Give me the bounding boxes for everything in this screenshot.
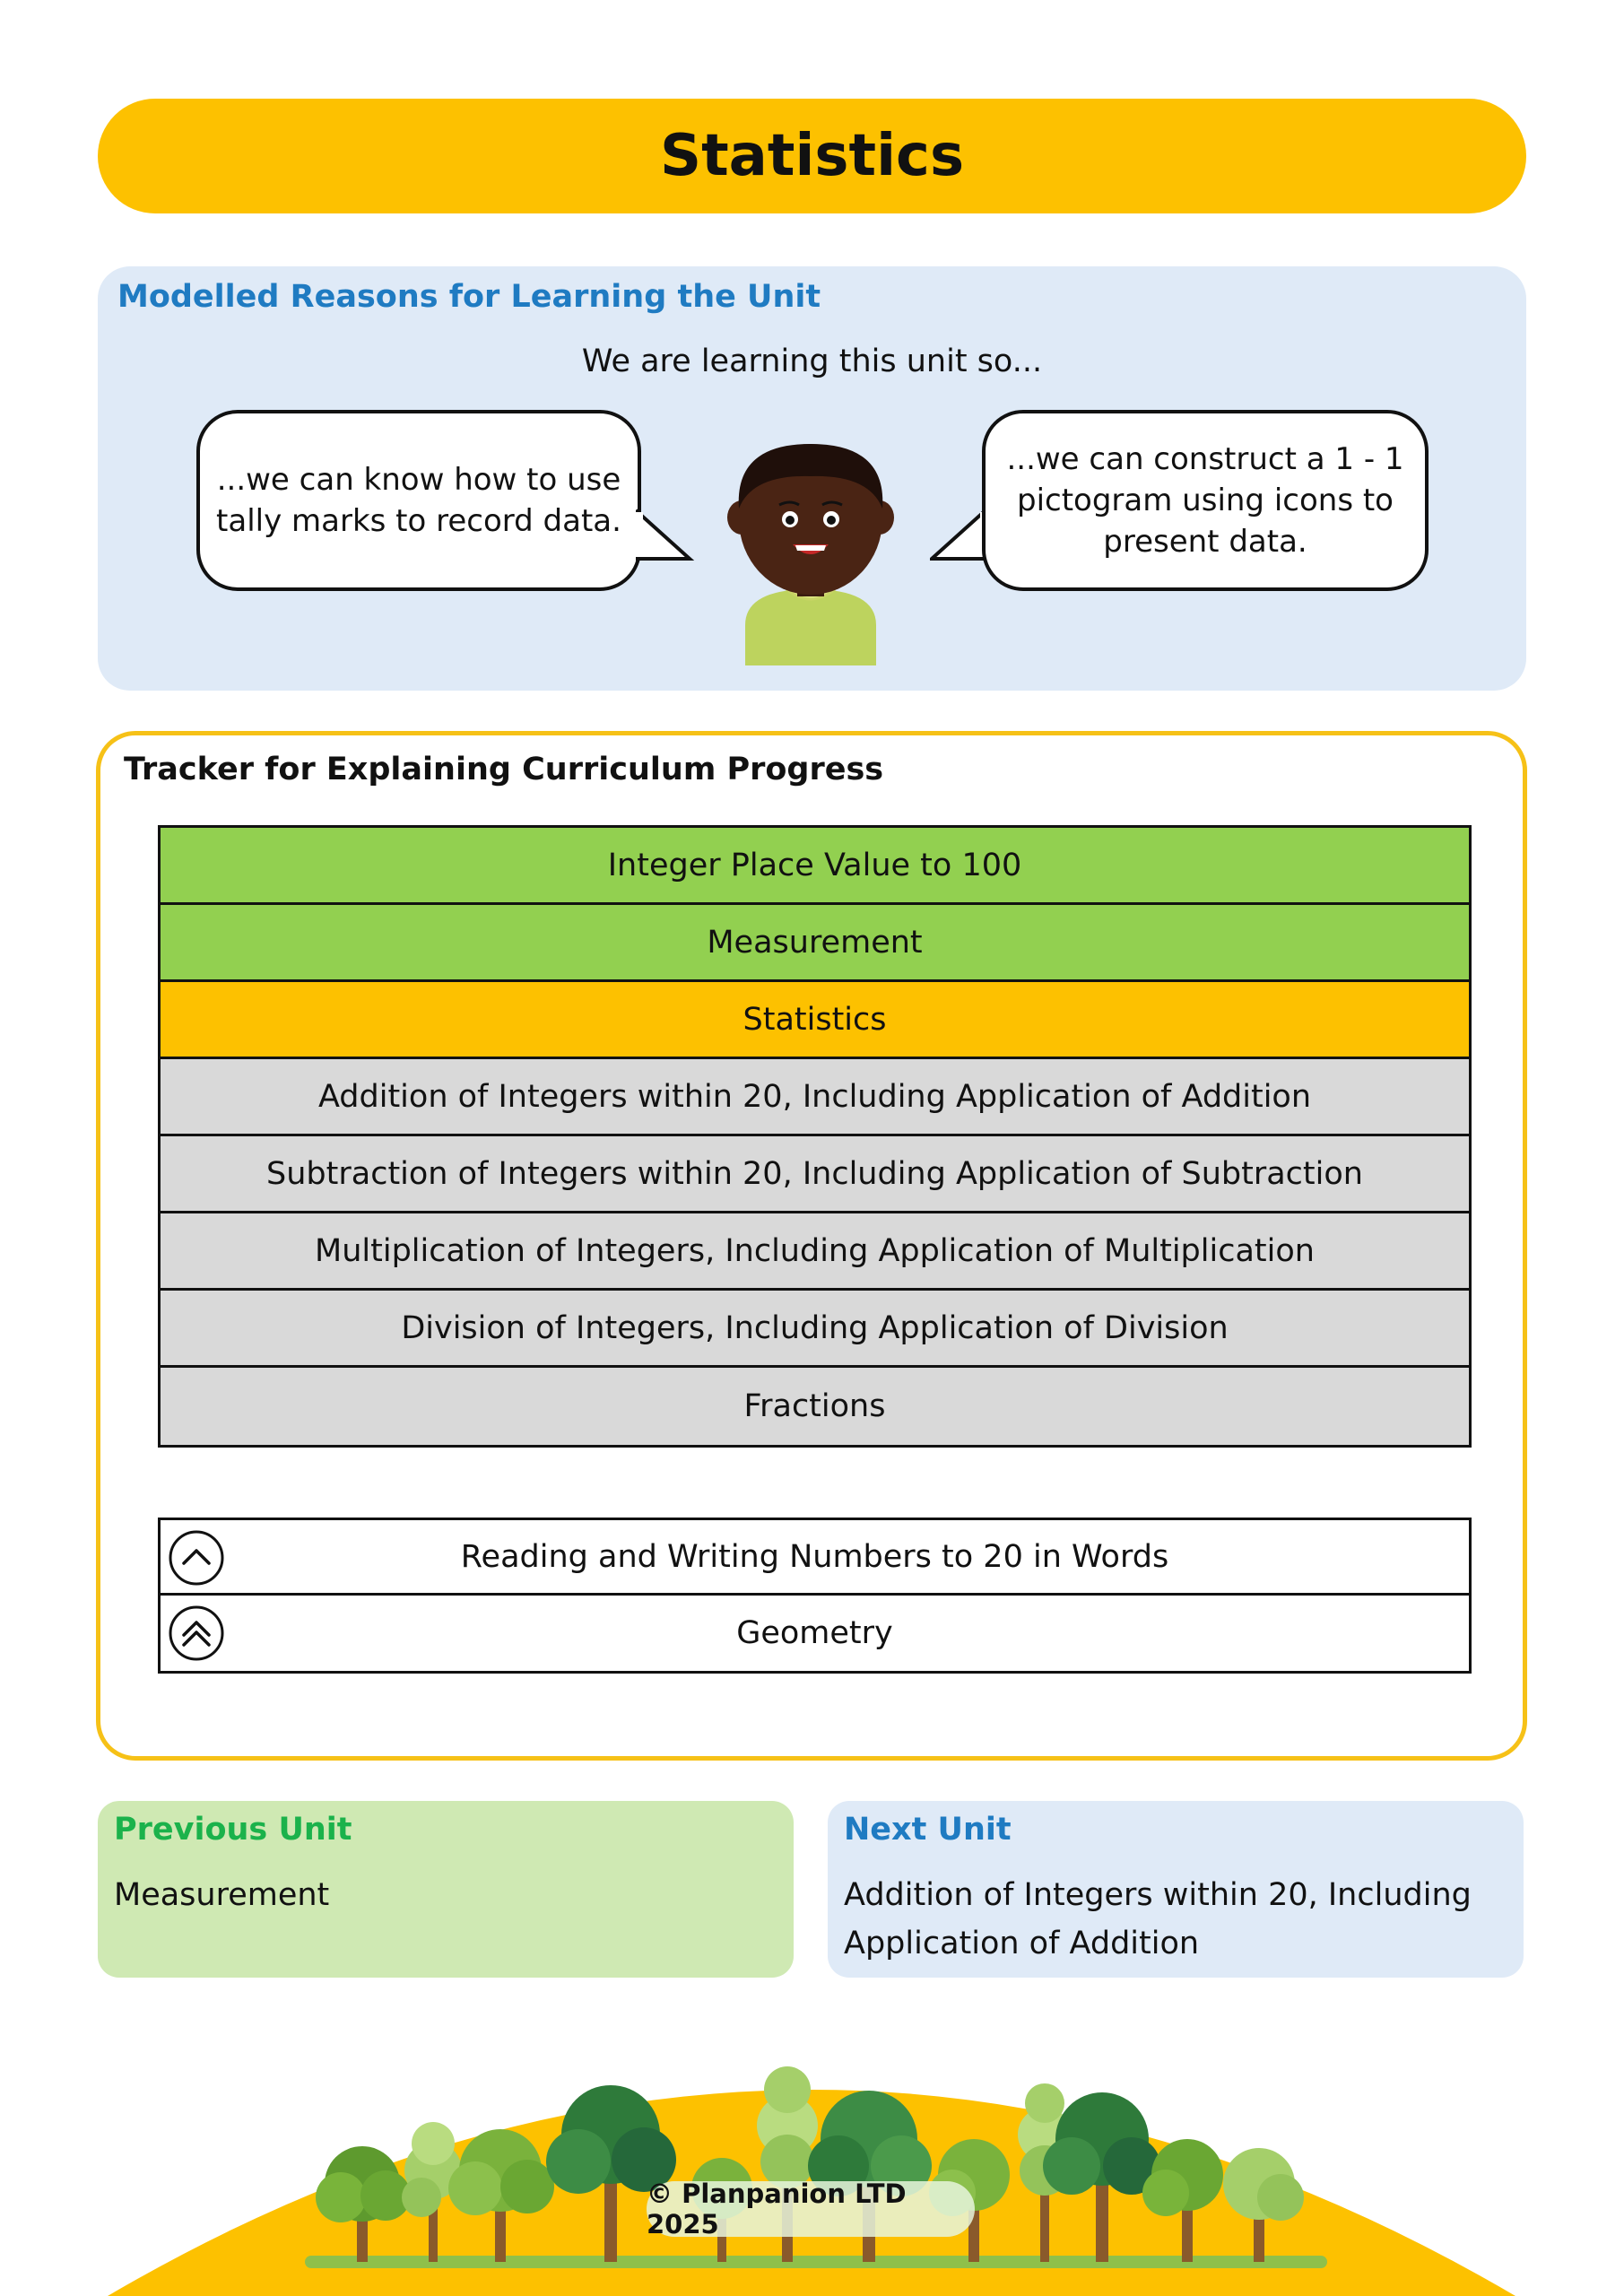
reasons-panel: [98, 266, 1526, 691]
unit-sequence-list: [158, 825, 1472, 1448]
copyright-text: © Planpanion LTD 2025: [647, 2179, 907, 2239]
future-unit-label: Geometry: [736, 1615, 893, 1651]
unit-row: [161, 1213, 1469, 1291]
previous-unit-card: [98, 1801, 794, 1978]
tracker-heading: Tracker for Explaining Curriculum Progress: [124, 752, 884, 787]
unit-row-label: Subtraction of Integers within 20, Including Application of Subtraction: [266, 1155, 1363, 1192]
reasons-intro: We are learning this unit so...: [581, 344, 1043, 379]
previous-unit-heading: Previous Unit: [114, 1812, 352, 1848]
speech-bubble-left-tail: [636, 509, 699, 571]
double-chevron-up-icon: [168, 1605, 225, 1662]
unit-row: [161, 1368, 1469, 1445]
future-unit-row: [161, 1596, 1469, 1671]
page-title: Statistics: [659, 123, 965, 189]
next-unit-heading: Next Unit: [844, 1812, 1012, 1848]
future-unit-label: Reading and Writing Numbers to 20 in Words: [460, 1538, 1169, 1575]
unit-row-current: [161, 982, 1469, 1059]
child-avatar-icon: [716, 419, 905, 665]
unit-row-label: Fractions: [743, 1388, 886, 1424]
unit-row-label: Division of Integers, Including Application of Division: [401, 1309, 1229, 1346]
unit-row-label: Measurement: [707, 924, 923, 961]
copyright-notice: [647, 2181, 975, 2237]
next-unit-value: Addition of Integers within 20, Including Application of Addition: [844, 1877, 1472, 1961]
unit-row-label: Statistics: [743, 1001, 887, 1038]
unit-row-label: Integer Place Value to 100: [607, 847, 1022, 883]
next-unit-card: [828, 1801, 1524, 1978]
reasons-heading: Modelled Reasons for Learning the Unit: [117, 279, 821, 315]
title-banner: [98, 99, 1526, 213]
unit-row: [161, 905, 1469, 982]
unit-row: [161, 1059, 1469, 1136]
future-units-list: [158, 1518, 1472, 1674]
previous-unit-value: Measurement: [114, 1877, 330, 1913]
unit-row-label: Multiplication of Integers, Including Application of Multiplication: [315, 1232, 1315, 1269]
unit-row-label: Addition of Integers within 20, Including Application of Addition: [317, 1078, 1312, 1115]
unit-row: [161, 828, 1469, 905]
speech-bubble-left-text: ...we can know how to use tally marks to record data.: [216, 462, 621, 539]
single-chevron-up-icon: [168, 1529, 225, 1587]
speech-bubble-right-text: ...we can construct a 1 - 1 pictogram using icons to present data.: [1006, 441, 1404, 560]
speech-bubble-left: [196, 410, 641, 591]
speech-bubble-right-tail: [930, 509, 987, 571]
unit-row: [161, 1136, 1469, 1213]
future-unit-row: [161, 1520, 1469, 1596]
unit-row: [161, 1291, 1469, 1368]
footer-hill-trees-illustration: [0, 2018, 1624, 2296]
curriculum-tracker: [96, 731, 1527, 1761]
speech-bubble-right: [982, 410, 1429, 591]
